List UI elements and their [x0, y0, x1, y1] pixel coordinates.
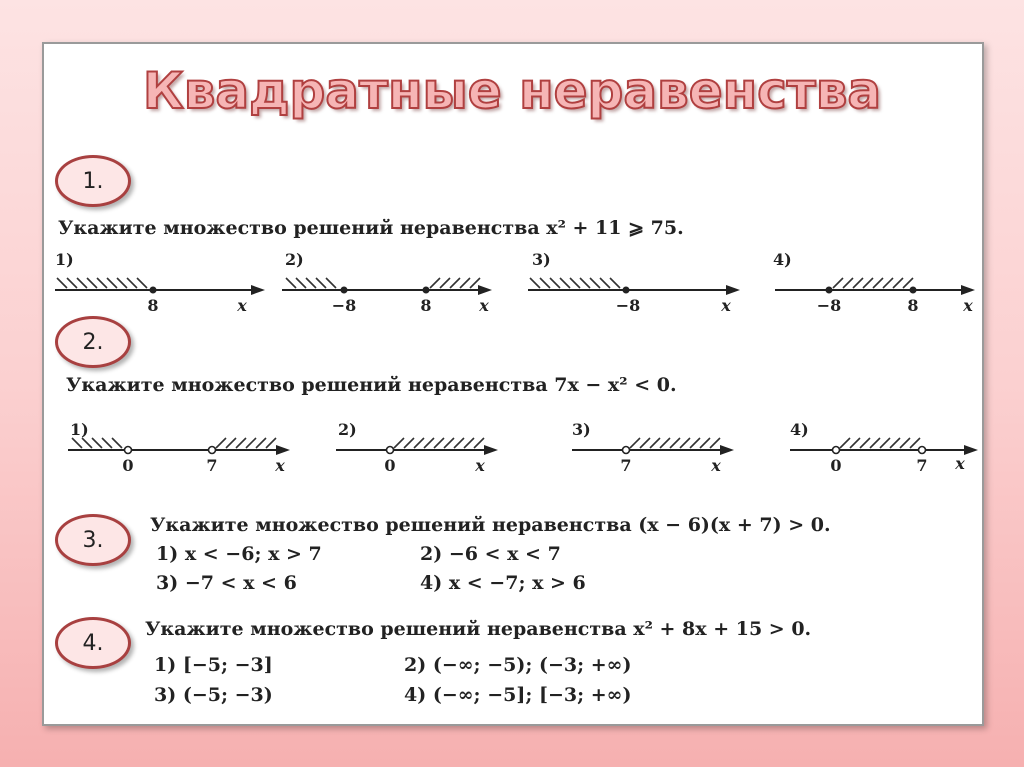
task-1-option-3-numberline [528, 272, 740, 296]
task-4-badge: 4. [55, 617, 131, 669]
task-1-option-1-number: 1) [55, 250, 74, 269]
task-3-question: Укажите множество решений неравенства (x − 6)(x + 7) > 0. [150, 514, 831, 536]
task-2-option-3-numberline [572, 432, 734, 456]
task-4-question: Укажите множество решений неравенства x² + 8x + 15 > 0. [145, 618, 812, 640]
task-1-option-4-numberline [775, 272, 975, 296]
task-1-option-2-label-8: 8 [420, 296, 432, 315]
task-1-option-1-label-x: x [237, 296, 247, 315]
task-1-option-4-label-minus8: −8 [816, 296, 842, 315]
task-1-option-3-label-x: x [721, 296, 731, 315]
task-1-option-3-number: 3) [532, 250, 551, 269]
task-1-option-1-numberline [55, 272, 265, 296]
task-1-option-1-label-8: 8 [147, 296, 159, 315]
task-3-answer-2: 2) −6 < x < 7 [420, 543, 561, 565]
task-2-option-4-label-0: 0 [830, 456, 842, 475]
task-2-option-3-number: 3) [572, 420, 591, 439]
task-4-answer-3: 3) (−5; −3) [154, 684, 273, 706]
task-1-badge: 1. [55, 155, 131, 207]
task-2-question: Укажите множество решений неравенства 7x − x² < 0. [66, 374, 677, 396]
task-3-answer-1: 1) x < −6; x > 7 [156, 543, 322, 565]
task-2-option-3-label-x: x [711, 456, 721, 475]
task-4-answer-2: 2) (−∞; −5); (−3; +∞) [404, 654, 632, 676]
task-1-option-2-label-minus8: −8 [331, 296, 357, 315]
task-2-option-2-label-x: x [475, 456, 485, 475]
task-1-option-4-number: 4) [773, 250, 792, 269]
task-2-option-4-label-7: 7 [916, 456, 928, 475]
task-2-option-4-numberline [790, 432, 978, 456]
task-1-option-2-label-x: x [479, 296, 489, 315]
task-2-option-3-label-7: 7 [620, 456, 632, 475]
task-2-option-2-label-0: 0 [384, 456, 396, 475]
task-2-option-1-number: 1) [70, 420, 89, 439]
task-2-option-4-number: 4) [790, 420, 809, 439]
task-2-option-2-number: 2) [338, 420, 357, 439]
task-3-badge: 3. [55, 514, 131, 566]
task-2-option-1-label-x: x [275, 456, 285, 475]
task-2-option-4-label-x: x [955, 454, 965, 473]
slide-title: Квадратные неравенства [142, 62, 882, 120]
task-1-option-2-number: 2) [285, 250, 304, 269]
task-3-answer-3: 3) −7 < x < 6 [156, 572, 297, 594]
task-2-option-1-numberline [68, 432, 290, 456]
task-2-option-1-label-0: 0 [122, 456, 134, 475]
task-1-option-4-label-x: x [963, 296, 973, 315]
task-1-question: Укажите множество решений неравенства x² + 11 ⩾ 75. [58, 217, 684, 239]
task-4-answer-4: 4) (−∞; −5]; [−3; +∞) [404, 684, 632, 706]
task-2-option-1-label-7: 7 [206, 456, 218, 475]
task-2-badge: 2. [55, 316, 131, 368]
task-1-option-3-label-minus8: −8 [615, 296, 641, 315]
task-2-option-2-numberline [336, 432, 498, 456]
task-1-option-2-numberline [282, 272, 492, 296]
task-4-answer-1: 1) [−5; −3] [154, 654, 273, 676]
task-3-answer-4: 4) x < −7; x > 6 [420, 572, 586, 594]
task-1-option-4-label-8: 8 [907, 296, 919, 315]
